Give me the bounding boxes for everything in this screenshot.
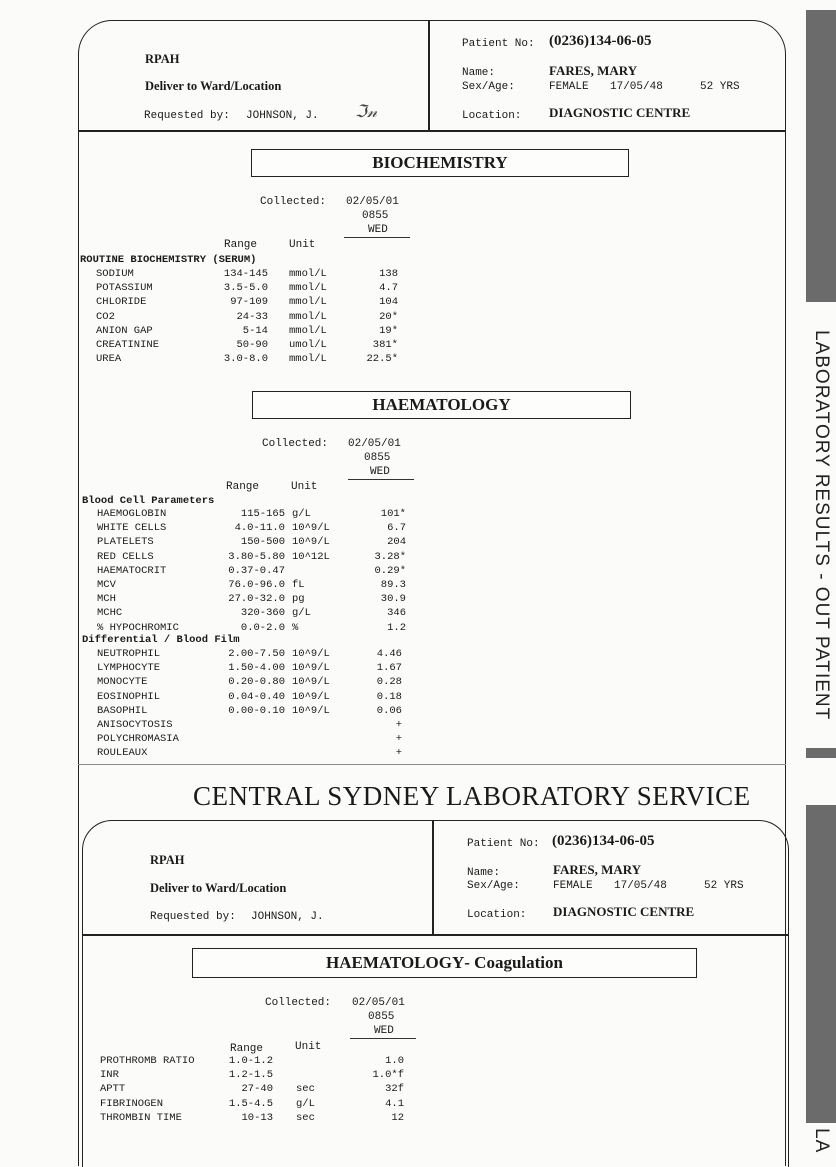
cell-value: 4.46 [376,648,402,660]
handwritten-initials: ℑ𝓃 [355,102,378,122]
cell-range: 134-145 [223,268,268,280]
table-row [0,508,430,522]
haem-collected-date: 02/05/01 [348,438,401,450]
patient-name: FARES, MARY [549,63,638,78]
cell-value: 12 [391,1111,404,1124]
table-row [0,691,430,705]
cell-unit: sec [296,1111,315,1124]
cell-test: INR [100,1069,119,1082]
cell-test: FIBRINOGEN [100,1097,164,1110]
cell-value: 30.9 [380,593,406,606]
cell-value: 89.3 [380,578,406,591]
cell-test: HAEMATOCRIT [97,564,167,577]
name-label-2: Name: [467,867,501,879]
header-divider [428,21,430,131]
cell-range: 24-33 [236,310,268,323]
cell-test: LYMPHOCYTE [97,662,161,675]
haem-day-underline [348,479,414,480]
cell-value: 104 [379,296,398,309]
cell-test: THROMBIN TIME [100,1111,182,1124]
patient-no-2: (0236)134-06-05 [552,833,655,849]
coagulation-results [0,1055,430,1126]
hospital-code-2: RPAH [150,853,185,867]
cell-unit: 10^9/L [292,536,330,549]
haem-range-header: Range [226,481,260,493]
haem-group2-heading: Differential / Blood Film [82,634,240,646]
cell-unit: pg [292,593,305,606]
cell-value: + [395,733,402,746]
cell-test: RED CELLS [97,550,154,563]
cell-range: 97-109 [230,296,268,309]
cell-value: 381* [372,338,398,351]
cell-test: WHITE CELLS [97,522,167,535]
cell-test: CREATININE [96,338,160,351]
haem-unit-header: Unit [291,481,318,493]
cell-unit: 10^9/L [292,676,330,689]
bio-collected-date: 02/05/01 [346,196,399,208]
cell-value: 1.0 [385,1055,404,1067]
biochemistry-results [0,268,430,367]
cell-value: 101* [380,508,406,520]
requested-by: JOHNSON, J. [246,110,319,122]
sexage-label-2: Sex/Age: [467,880,520,892]
patient-age: 52 YRS [700,81,740,93]
cell-value: 138 [379,268,398,280]
cell-range: 27.0-32.0 [228,593,285,606]
table-row [0,1098,430,1112]
coagulation-title [192,948,697,978]
cell-range: 10-13 [241,1111,273,1124]
cell-range: 0.04-0.40 [228,690,285,703]
cell-range: 4.0-11.0 [234,522,285,535]
cell-unit: mmol/L [289,324,327,337]
location-2: DIAGNOSTIC CENTRE [553,904,695,919]
cell-range: 1.0-1.2 [228,1055,273,1067]
cell-test: CHLORIDE [96,296,147,309]
cell-value: 6.7 [387,522,406,535]
cell-value: 4.7 [379,282,398,295]
cell-value: 1.67 [376,662,402,675]
cell-value: 20* [379,310,398,323]
cell-test: ANISOCYTOSIS [97,718,173,731]
cell-unit: % [292,621,299,634]
bio-collected-day: WED [368,224,388,236]
sidebar-strip-top [806,10,836,302]
cell-unit: mmol/L [289,353,327,366]
patient-name-2: FARES, MARY [553,862,642,877]
requested-by-2: JOHNSON, J. [251,911,324,923]
coag-unit-header: Unit [295,1041,322,1053]
table-row [0,648,430,662]
cell-unit: 10^9/L [292,690,330,703]
cell-test: CO2 [96,310,115,323]
table-row [0,522,430,536]
cell-range: 50-90 [236,338,268,351]
cell-unit: 10^9/L [292,704,330,717]
cell-value: 4.1 [385,1097,404,1110]
coag-collected-label: Collected: [265,997,332,1009]
cell-unit: g/L [292,607,311,620]
biochemistry-title [251,149,629,177]
cell-test: ANION GAP [96,324,153,337]
cell-value: 1.2 [387,621,406,634]
hospital-code: RPAH [145,52,180,66]
cell-unit: umol/L [289,338,327,351]
cell-test: EOSINOPHIL [97,690,161,703]
cell-unit: mmol/L [289,296,327,309]
cell-range: 150-500 [240,536,285,549]
coagulation-title-main: HAEMATOLOGY [326,953,465,972]
cell-test: MCHC [97,607,123,620]
coag-range-header: Range [230,1043,264,1055]
cell-value: 204 [387,536,406,549]
table-row [0,719,430,733]
cell-unit: 10^12L [292,550,330,563]
cell-value: 0.18 [376,690,402,703]
cell-test: ROULEAUX [97,747,148,760]
cell-range: 0.37-0.47 [228,564,285,577]
cell-test: MCV [97,578,116,591]
table-row [0,1083,430,1097]
blood-cell-results [0,508,430,636]
patient-no-label-2: Patient No: [467,838,540,850]
side-label: LABORATORY RESULTS - OUT PATIENT [811,330,832,721]
cell-range: 3.5-5.0 [223,282,268,295]
cell-unit: fL [292,578,305,591]
cell-range: 27-40 [241,1083,273,1096]
coag-collected-time: 0855 [368,1011,395,1023]
cell-unit: mmol/L [289,282,327,295]
coag-day-underline [350,1038,416,1039]
cell-unit: mmol/L [289,268,327,280]
table-row [0,1055,430,1069]
table-row [0,296,430,310]
bio-group-heading: ROUTINE BIOCHEMISTRY (SERUM) [80,254,257,266]
patient-no-label: Patient No: [462,38,535,50]
table-row [0,268,430,282]
report-1-bottom-edge [78,764,786,765]
table-row [0,747,430,761]
cell-range: 0.20-0.80 [228,676,285,689]
header-bottom-line [78,130,786,132]
sexage-label: Sex/Age: [462,81,515,93]
cell-range: 1.50-4.00 [228,662,285,675]
cell-test: HAEMOGLOBIN [97,508,167,520]
haematology-title [252,391,631,419]
cell-test: % HYPOCHROMIC [97,621,179,634]
haem-collected-time: 0855 [364,452,391,464]
location: DIAGNOSTIC CENTRE [549,105,691,120]
cell-range: 3.0-8.0 [223,353,268,366]
cell-value: 3.28* [374,550,406,563]
cell-value: 346 [387,607,406,620]
table-row [0,551,430,565]
cell-range: 1.2-1.5 [228,1069,273,1082]
header-divider-2 [432,821,434,935]
table-row [0,579,430,593]
bio-collected-time: 0855 [362,210,389,222]
table-row [0,282,430,296]
cell-value: + [395,718,402,731]
requested-label: Requested by: [144,110,230,122]
sidebar-strip-mid [806,748,836,758]
table-row [0,353,430,367]
table-row [0,565,430,579]
cell-range: 76.0-96.0 [228,578,285,591]
patient-sex-2: FEMALE [553,880,593,892]
cell-test: SODIUM [96,268,134,280]
name-label: Name: [462,67,496,79]
table-row [0,536,430,550]
cell-test: BASOPHIL [97,704,148,717]
location-label-2: Location: [467,909,527,921]
coag-collected-day: WED [374,1025,394,1037]
biochemistry-title-text: BIOCHEMISTRY [372,153,508,172]
cell-value: 32f [385,1083,404,1096]
cell-test: NEUTROPHIL [97,648,161,660]
table-row [0,607,430,621]
cell-unit: g/L [296,1097,315,1110]
cell-range: 2.00-7.50 [228,648,285,660]
table-row [0,339,430,353]
coagulation-title-sub: - Coagulation [464,953,563,972]
cell-value: 19* [379,324,398,337]
cell-test: MCH [97,593,116,606]
table-row [0,1069,430,1083]
table-row [0,311,430,325]
cell-value: + [395,747,402,760]
cell-unit: g/L [292,508,311,520]
cell-test: POTASSIUM [96,282,153,295]
deliver-label-2: Deliver to Ward/Location [150,881,287,895]
coag-collected-date: 02/05/01 [352,997,405,1009]
location-label: Location: [462,110,522,122]
bio-day-underline [344,237,410,238]
cell-test: PLATELETS [97,536,154,549]
table-row [0,676,430,690]
cell-range: 0.0-2.0 [240,621,285,634]
patient-sex: FEMALE [549,81,589,93]
cell-unit: 10^9/L [292,662,330,675]
table-row [0,662,430,676]
cell-value: 0.29* [374,564,406,577]
bio-unit-header: Unit [289,239,316,251]
cell-value: 1.0*f [372,1069,404,1082]
cell-test: POLYCHROMASIA [97,733,179,746]
cell-value: 0.06 [376,704,402,717]
haem-collected-day: WED [370,466,390,478]
cell-unit: 10^9/L [292,522,330,535]
cell-range: 320-360 [240,607,285,620]
cell-range: 3.80-5.80 [228,550,285,563]
cell-unit: mmol/L [289,310,327,323]
cell-unit: 10^9/L [292,648,330,660]
cell-range: 115-165 [240,508,285,520]
deliver-label: Deliver to Ward/Location [145,79,282,93]
bio-collected-label: Collected: [260,196,327,208]
cell-range: 5-14 [242,324,268,337]
cell-unit: sec [296,1083,315,1096]
table-row [0,325,430,339]
sidebar-strip-bottom [806,805,836,1123]
cell-test: PROTHROMB RATIO [100,1055,195,1067]
table-row [0,1112,430,1126]
lab-service-title: CENTRAL SYDNEY LABORATORY SERVICE [193,781,751,811]
differential-results [0,648,430,762]
requested-label-2: Requested by: [150,911,236,923]
haematology-title-text: HAEMATOLOGY [372,395,511,414]
haem-collected-label: Collected: [262,438,329,450]
haem-group1-heading: Blood Cell Parameters [82,495,215,507]
cell-range: 1.5-4.5 [228,1097,273,1110]
table-row [0,593,430,607]
bio-range-header: Range [224,239,258,251]
table-row [0,733,430,747]
patient-age-2: 52 YRS [704,880,744,892]
patient-dob: 17/05/48 [610,81,663,93]
side-label-bottom: LA [811,1128,832,1154]
cell-test: APTT [100,1083,126,1096]
patient-no: (0236)134-06-05 [549,33,652,49]
cell-value: 0.28 [376,676,402,689]
cell-value: 22.5* [366,353,398,366]
table-row [0,705,430,719]
patient-dob-2: 17/05/48 [614,880,667,892]
cell-test: UREA [96,353,122,366]
cell-test: MONOCYTE [97,676,148,689]
cell-range: 0.00-0.10 [228,704,285,717]
header-bottom-line-2 [82,934,789,936]
